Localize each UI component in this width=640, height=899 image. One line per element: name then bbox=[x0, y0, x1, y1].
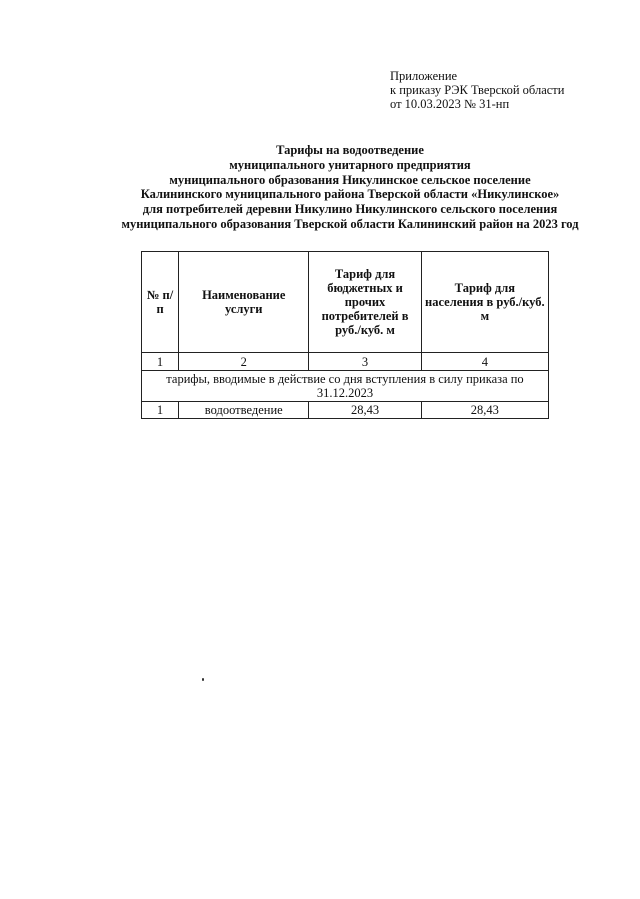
row-population-tariff: 28,43 bbox=[421, 402, 548, 419]
title-line-3: муниципального образования Никулинское сельское поселение bbox=[169, 172, 531, 187]
column-number-3: 3 bbox=[309, 353, 421, 371]
header-population-tariff: Тариф для населения в руб./куб. м bbox=[421, 252, 548, 353]
period-note-row bbox=[142, 371, 549, 402]
appendix-order-date: от 10.03.2023 № 31-нп bbox=[390, 97, 510, 111]
title-line-1: Тарифы на водоотведение bbox=[276, 143, 424, 157]
column-number-2: 2 bbox=[179, 353, 309, 371]
header-number: № п/п bbox=[142, 252, 179, 353]
title-line-5: для потребителей деревни Никулино Никулинского сельского поселения bbox=[142, 202, 558, 217]
appendix-reference bbox=[390, 69, 564, 111]
column-number-1: 1 bbox=[142, 353, 179, 371]
table-header-row bbox=[142, 252, 549, 353]
header-budget-tariff: Тариф для бюджетных и прочих потребителей в руб./куб. м bbox=[309, 252, 421, 353]
row-number: 1 bbox=[142, 402, 179, 419]
appendix-order-ref: к приказу РЭК Тверской области bbox=[390, 83, 565, 97]
document-title bbox=[60, 143, 640, 232]
title-line-6: муниципального образования Тверской области Калининский район на 2023 год bbox=[121, 216, 579, 231]
header-service-name: Наименование услуги bbox=[179, 252, 309, 353]
title-line-4: Калининского муниципального района Тверской области «Никулинское» bbox=[140, 187, 560, 202]
period-note: тарифы, вводимые в действие со дня вступления в силу приказа по 31.12.2023 bbox=[142, 371, 549, 402]
tariff-table bbox=[141, 251, 549, 419]
title-line-2: муниципального унитарного предприятия bbox=[229, 157, 471, 172]
appendix-label: Приложение bbox=[390, 69, 458, 83]
row-service: водоотведение bbox=[179, 402, 309, 419]
column-number-row bbox=[142, 353, 549, 371]
row-budget-tariff: 28,43 bbox=[309, 402, 421, 419]
table-row bbox=[142, 402, 549, 419]
column-number-4: 4 bbox=[421, 353, 548, 371]
scan-speck bbox=[202, 678, 204, 681]
